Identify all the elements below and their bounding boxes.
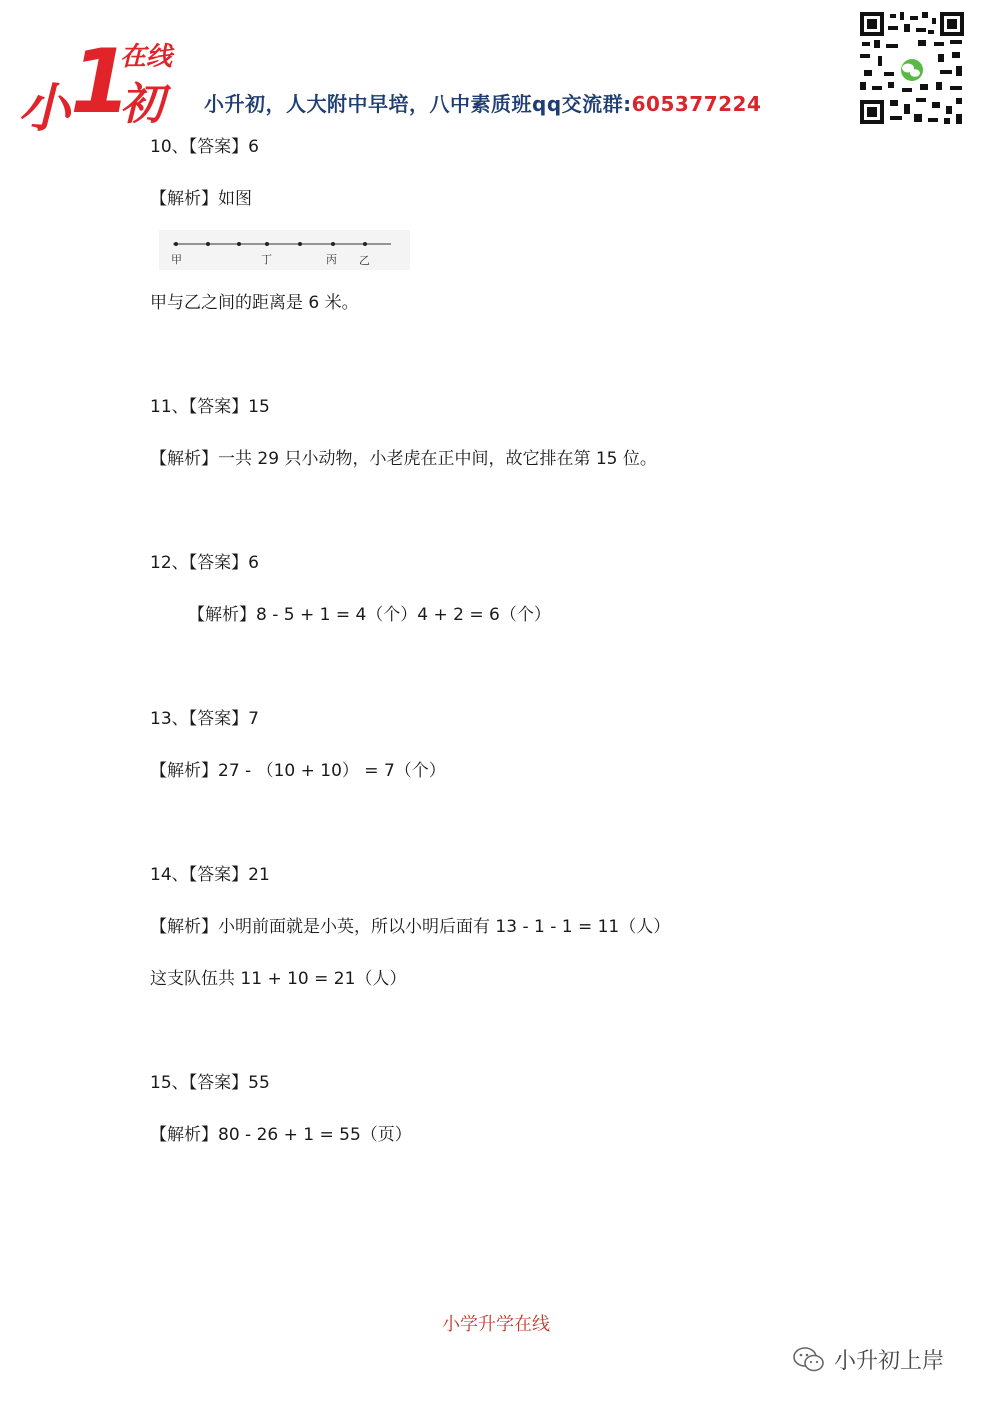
wechat-icon xyxy=(792,1346,826,1374)
explanation-12: 【解析】8 - 5 + 1 = 4（个）4 + 2 = 6（个） xyxy=(188,605,551,625)
explanation-10: 【解析】如图 xyxy=(150,189,252,209)
explanation-14: 【解析】小明前面就是小英，所以小明后面有 13 - 1 - 1 = 11（人） xyxy=(150,917,671,937)
qr-code-icon xyxy=(858,10,966,126)
wechat-watermark xyxy=(792,1344,944,1375)
logo-char-small: 小 xyxy=(18,79,67,139)
header-banner xyxy=(204,88,761,117)
answer-14: 14、【答案】21 xyxy=(150,865,270,885)
explanation-13: 【解析】27 - （10 + 10） = 7（个） xyxy=(150,761,446,781)
numline-label-yi: 乙 xyxy=(359,254,370,267)
watermark-text: 小升初上岸 xyxy=(834,1349,945,1374)
explanation-14-total: 这支队伍共 11 + 10 = 21（人） xyxy=(150,969,407,989)
logo-char-one: 1 xyxy=(70,30,132,133)
number-line-figure xyxy=(159,230,410,270)
header-banner-text: 小升初，人大附中早培，八中素质班qq交流群: xyxy=(204,92,632,116)
numline-label-jia: 甲 xyxy=(171,253,182,266)
explanation-10-result: 甲与乙之间的距离是 6 米。 xyxy=(150,293,359,313)
explanation-15: 【解析】80 - 26 + 1 = 55（页） xyxy=(150,1125,412,1145)
answer-11: 11、【答案】15 xyxy=(150,397,270,417)
logo-char-chu: 初 xyxy=(120,79,164,130)
explanation-11: 【解析】一共 29 只小动物，小老虎在正中间，故它排在第 15 位。 xyxy=(150,449,657,469)
answer-12: 12、【答案】6 xyxy=(150,553,259,573)
qq-group-number: 605377224 xyxy=(631,92,762,116)
answer-15: 15、【答案】55 xyxy=(150,1073,270,1093)
numline-label-ding: 丁 xyxy=(261,253,272,266)
answer-13: 13、【答案】7 xyxy=(150,709,259,729)
footer-site-name: 小学升学在线 xyxy=(442,1314,550,1335)
brand-logo xyxy=(8,28,178,139)
answer-10: 10、【答案】6 xyxy=(150,137,259,157)
logo-char-zaixian: 在线 xyxy=(120,42,173,72)
numline-label-bing: 丙 xyxy=(326,253,337,266)
